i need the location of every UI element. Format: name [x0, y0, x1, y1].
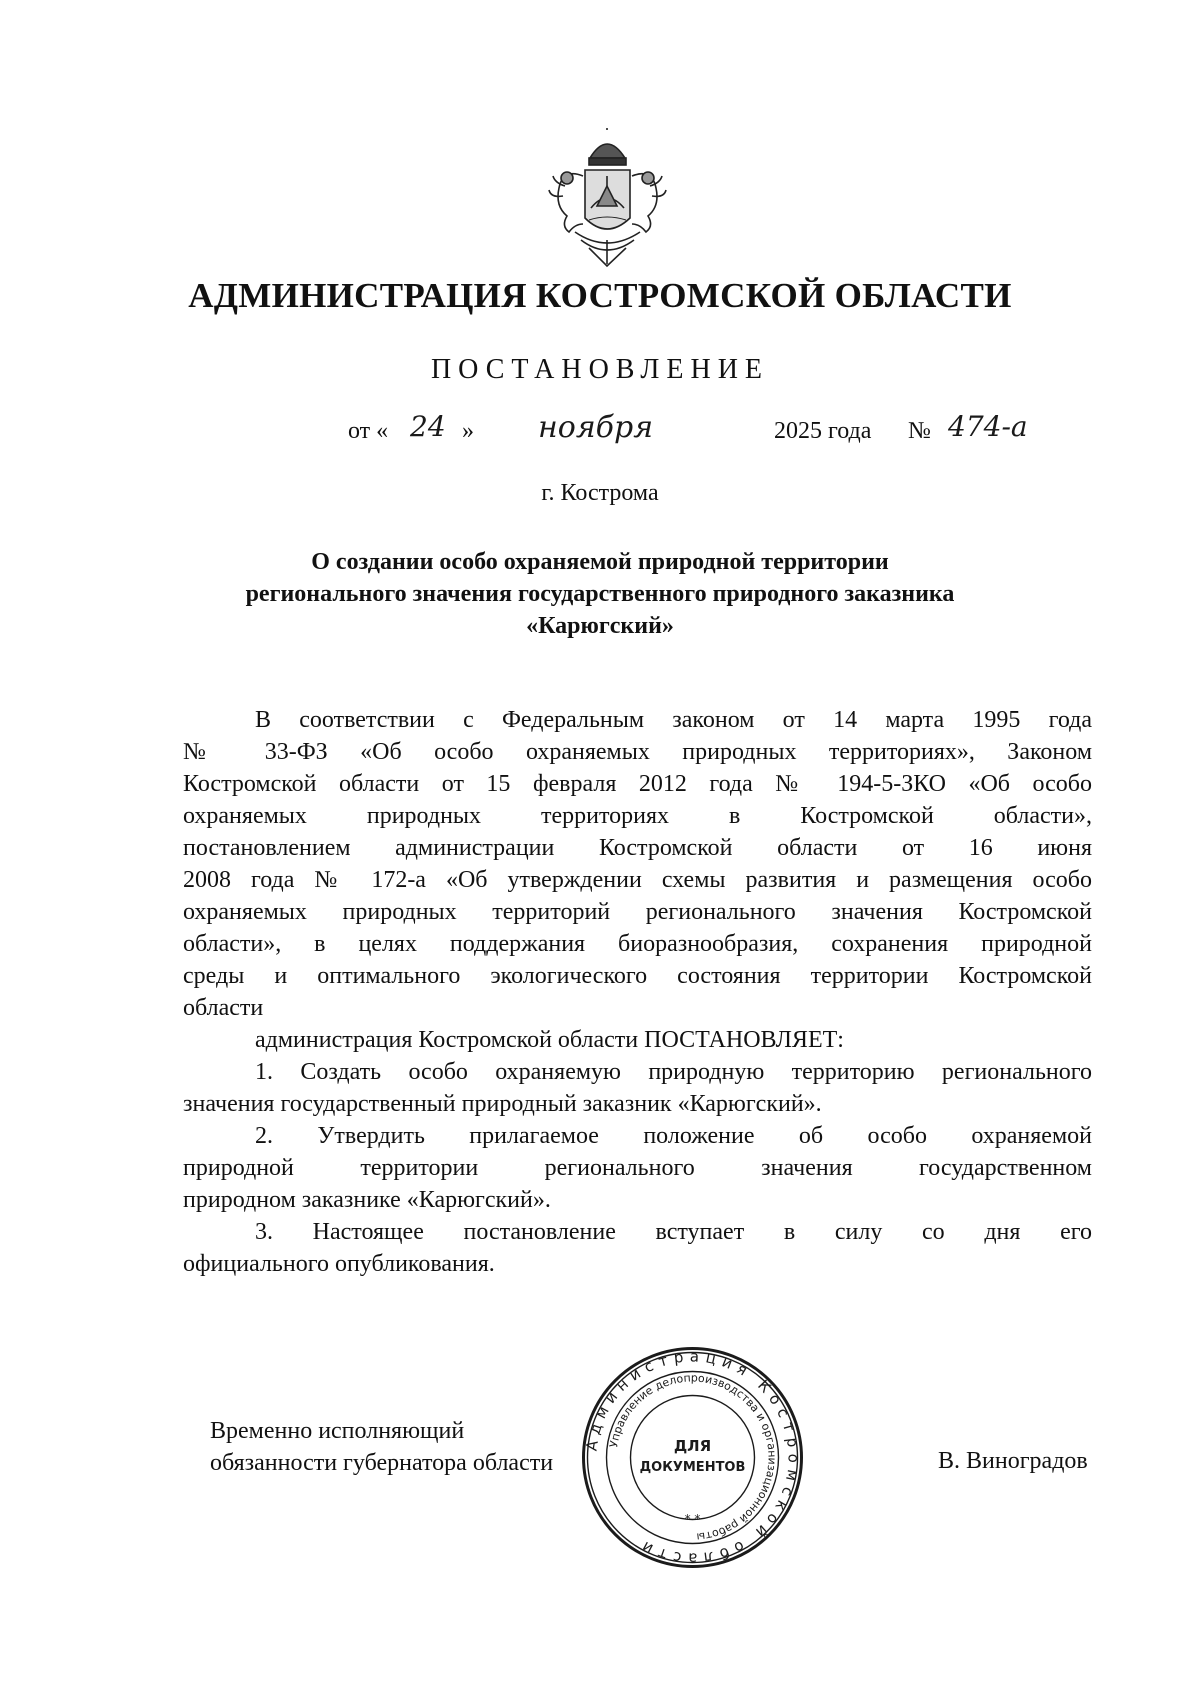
document-type: ПОСТАНОВЛЕНИЕ [430, 354, 770, 385]
official-stamp [580, 1345, 805, 1570]
body-line: среды и оптимального экологического состояния территории Костромской [183, 963, 1092, 989]
item-3-line: официального опубликования. [183, 1251, 495, 1277]
date-day: 24 [410, 410, 446, 443]
stamp-center-line: ДЛЯ [673, 1437, 712, 1455]
body-line: охраняемых природных территорий регионального значения Костромской [183, 899, 1092, 925]
subject-line: О создании особо охраняемой природной территории [311, 549, 889, 575]
body-line: 2008 года № 172-а «Об утверждении схемы развития и размещения особо [183, 867, 1092, 893]
date-day-close: » [462, 418, 474, 444]
body-line: области [183, 995, 264, 1021]
subject-line: регионального значения государственного природного заказника [245, 581, 955, 607]
date-prefix: от « [348, 418, 389, 444]
body-line: области», в целях поддержания биоразнообразия, сохранения природной [183, 931, 1092, 957]
document-body [183, 704, 1092, 1280]
document-number: 474-а [948, 410, 1028, 443]
number-sign: № [908, 418, 931, 444]
stamp-star-icon: * * [684, 1512, 701, 1526]
signatory-name: В. Виноградов [938, 1448, 1088, 1474]
date-month: ноября [538, 410, 654, 445]
signatory-position-line: Временно исполняющий [210, 1418, 465, 1444]
item-1-line: 1. Создать особо охраняемую природную территорию регионального [255, 1059, 1092, 1085]
stamp-inner-text: Управление делопроизводства и организационной работы [607, 1371, 779, 1544]
resolves-line: администрация Костромской области ПОСТАНОВЛЯЕТ: [255, 1027, 844, 1053]
subject-line: «Карюгский» [526, 613, 674, 639]
date-year: 2025 года [774, 418, 872, 444]
body-line: № 33-ФЗ «Об особо охраняемых природных территориях», Законом [183, 739, 1092, 765]
stamp-center-line: ДОКУМЕНТОВ [639, 1460, 746, 1475]
item-3-line: 3. Настоящее постановление вступает в силу со дня его [255, 1219, 1092, 1245]
item-2-line: природном заказнике «Карюгский». [183, 1187, 551, 1213]
city: г. Кострома [541, 480, 659, 506]
document-subject [150, 546, 1050, 642]
body-line: В соответствии с Федеральным законом от 14 марта 1995 года [255, 707, 1092, 733]
body-line: Костромской области от 15 февраля 2012 года № 194-5-ЗКО «Об особо [183, 771, 1092, 797]
stamp-outer-text: Администрация Костромской области [582, 1347, 803, 1568]
item-1-line: значения государственный природный заказник «Карюгский». [183, 1091, 822, 1117]
item-2-line: природной территории регионального значения государственном [183, 1155, 1092, 1181]
body-line: охраняемых природных территориях в Костромской области», [183, 803, 1092, 829]
coat-of-arms-icon [545, 128, 670, 268]
signatory-position [210, 1415, 553, 1479]
body-line: постановлением администрации Костромской области от 16 июня [183, 835, 1092, 861]
item-2-line: 2. Утвердить прилагаемое положение об особо охраняемой [255, 1123, 1092, 1149]
signatory-position-line: обязанности губернатора области [210, 1450, 554, 1476]
organization-title: АДМИНИСТРАЦИЯ КОСТРОМСКОЙ ОБЛАСТИ [188, 276, 1012, 315]
